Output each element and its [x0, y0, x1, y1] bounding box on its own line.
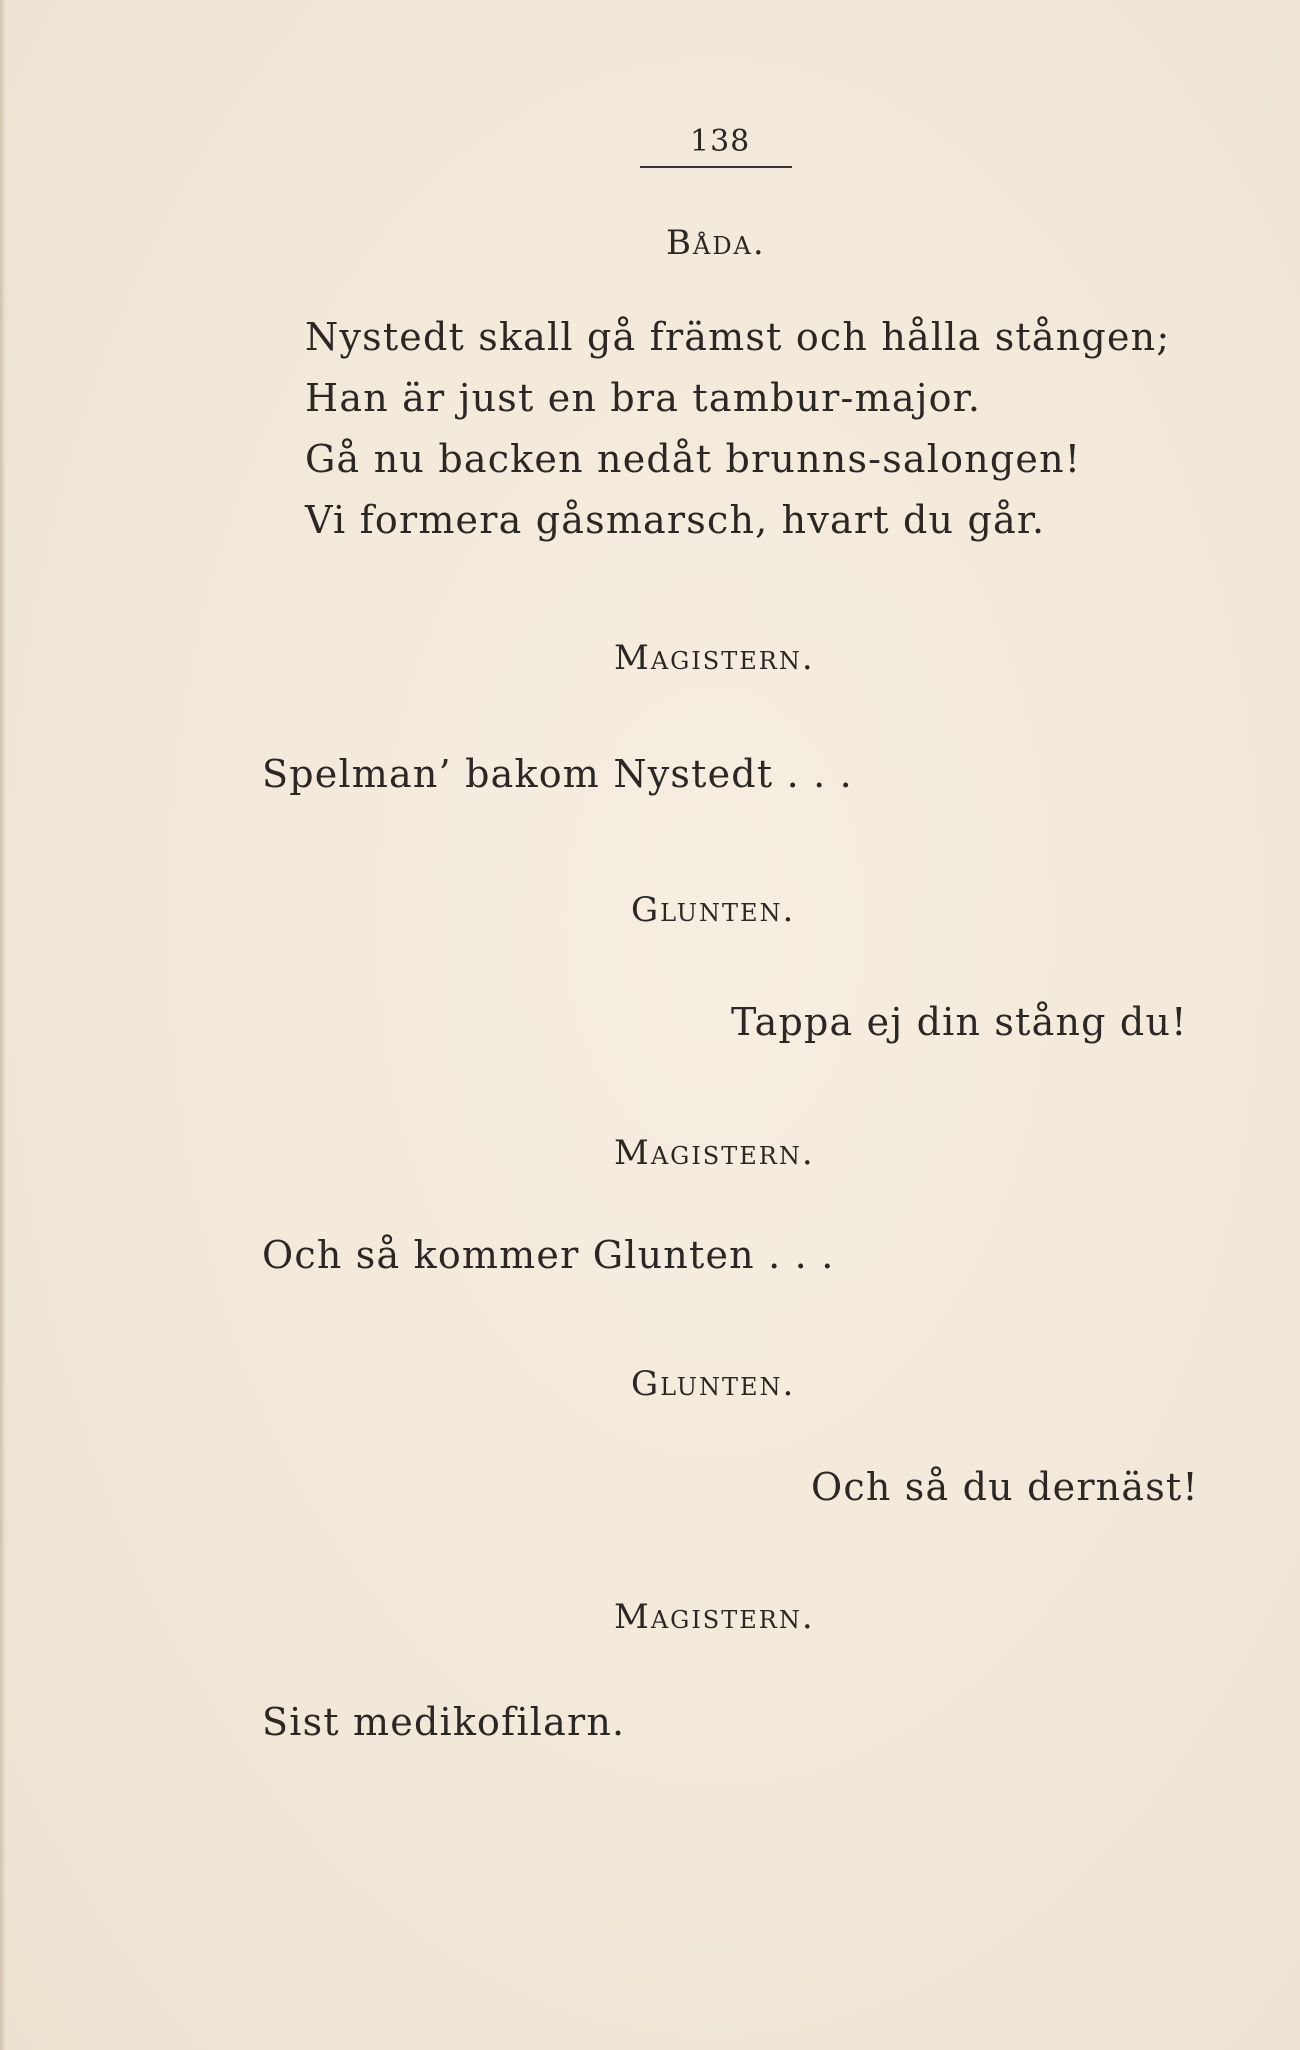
verse-line: Och så du dernäst!: [811, 1465, 1199, 1509]
verse-line: Och så kommer Glunten . . .: [262, 1233, 835, 1277]
verse-line: Sist medikofilarn.: [262, 1700, 626, 1744]
verse-line: Gå nu backen nedåt brunns-salongen!: [305, 437, 1082, 481]
page-number: 138: [690, 124, 751, 159]
speaker-magistern: Magistern.: [614, 1597, 815, 1637]
verse-line: Vi formera gåsmarsch, hvart du går.: [305, 498, 1046, 542]
header-rule: [640, 166, 792, 168]
verse-line: Tappa ej din stång du!: [731, 1000, 1188, 1044]
page-edge-shadow: [0, 0, 6, 2050]
speaker-bada: Båda.: [666, 223, 766, 263]
verse-line: Spelman’ bakom Nystedt . . .: [262, 752, 853, 796]
verse-line: Han är just en bra tambur-major.: [305, 376, 982, 420]
speaker-glunten: Glunten.: [631, 1364, 796, 1404]
speaker-glunten: Glunten.: [631, 890, 796, 930]
verse-line: Nystedt skall gå främst och hålla stången;: [305, 315, 1171, 359]
speaker-magistern: Magistern.: [614, 638, 815, 678]
speaker-magistern: Magistern.: [614, 1133, 815, 1173]
